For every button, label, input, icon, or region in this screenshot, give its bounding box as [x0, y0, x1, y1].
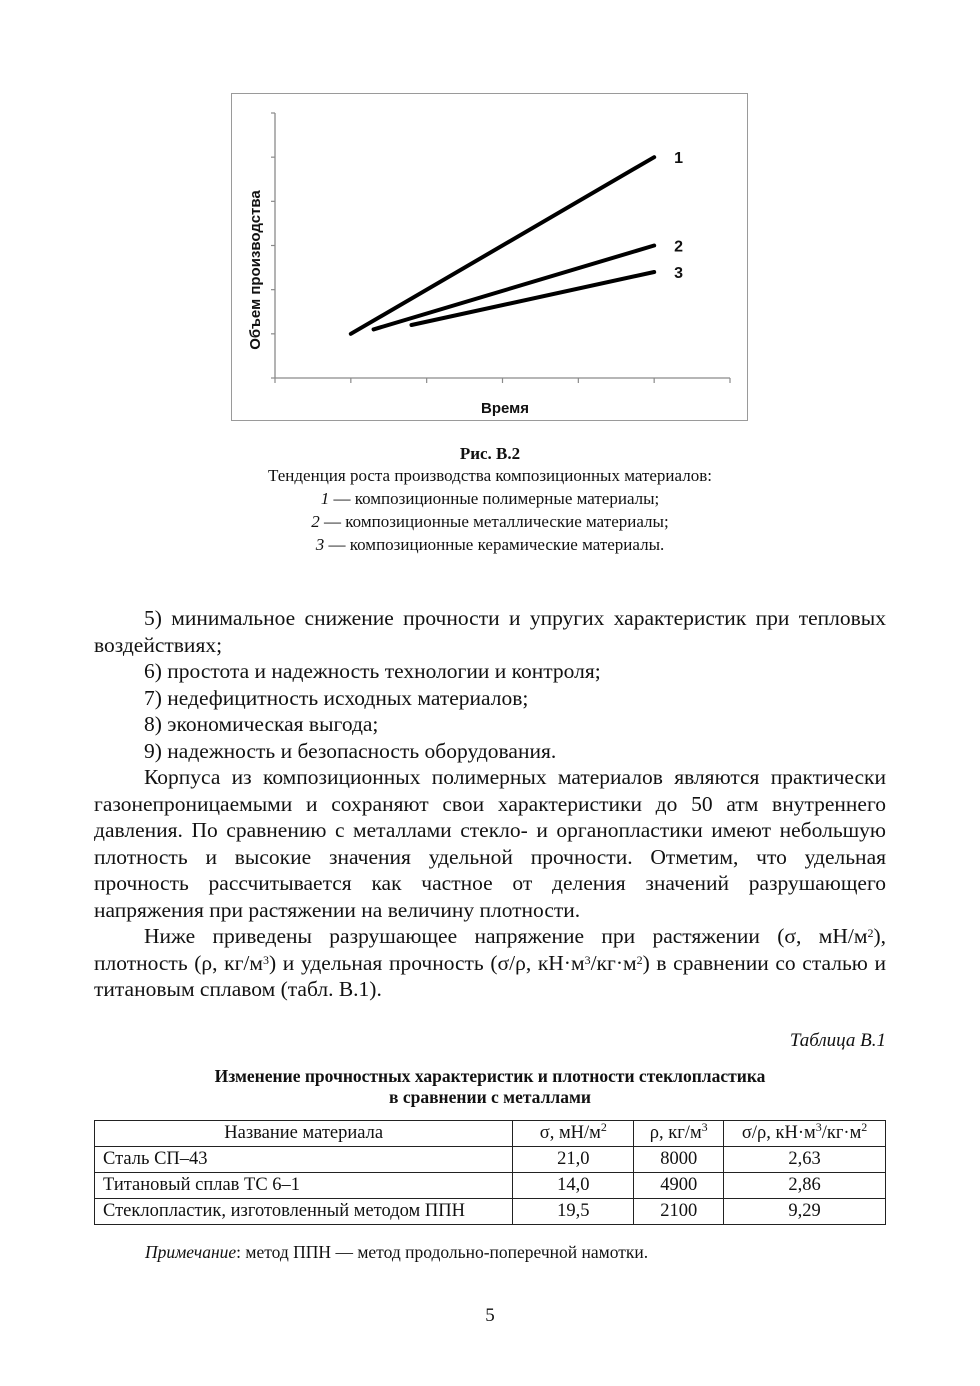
series-label-2: 2 — [674, 238, 684, 256]
table-title-line: в сравнении с металлами — [389, 1087, 591, 1107]
header-text: σ, мН/м — [539, 1123, 601, 1143]
cell-sigma: 19,5 — [513, 1199, 634, 1225]
list-item: 6) простота и надежность технологии и контроля; — [144, 659, 601, 683]
figure-legend-item — [0, 487, 980, 511]
body-text — [94, 605, 886, 1003]
header-text: /кг·м — [821, 1123, 862, 1143]
cell-material: Стеклопластик, изготовленный методом ППН — [95, 1199, 513, 1225]
table-label: Таблица В.1 — [789, 1030, 886, 1051]
list-item: 9) надежность и безопасность оборудования. — [144, 738, 557, 763]
y-axis-label: Объем производства — [247, 190, 264, 350]
figure-legend-item — [0, 533, 980, 557]
list-item: 5) минимальное снижение прочности и упругих характеристик при тепловых воздействиях; — [94, 606, 886, 657]
series-label-1: 1 — [674, 150, 684, 168]
cell-rho: 2100 — [634, 1199, 724, 1225]
header-text: ρ, кг/м — [649, 1123, 702, 1143]
column-header-sigma — [513, 1121, 634, 1147]
superscript: 3 — [701, 1120, 708, 1134]
x-axis-label: Время — [481, 400, 529, 417]
legend-text: — композиционные керамические материалы. — [324, 535, 665, 554]
cell-specific-strength: 9,29 — [724, 1199, 886, 1225]
figure-legend-item — [0, 510, 980, 534]
production-trend-chart — [232, 94, 749, 422]
text-run: ) в сравнении со сталью и титановым сплавом (табл. В.1). — [94, 950, 886, 1001]
column-header-material — [95, 1121, 513, 1147]
series-label-3: 3 — [674, 265, 684, 282]
text-run: ), плотность (ρ, кг/м — [94, 924, 886, 975]
superscript: 3 — [584, 952, 591, 967]
list-item: 8) экономическая выгода; — [144, 712, 379, 736]
figure-caption-title: Тенденция роста производства композиционных материалов: — [268, 466, 712, 485]
table-row — [95, 1173, 886, 1199]
list-item: 7) недефицитность исходных материалов; — [144, 685, 529, 710]
note-label: Примечание — [145, 1242, 237, 1262]
table-title — [0, 1066, 980, 1108]
legend-number: 2 — [311, 512, 320, 531]
cell-material: Сталь СП–43 — [95, 1147, 513, 1173]
text-run: /кг·м — [590, 950, 637, 975]
superscript: 2 — [636, 952, 643, 967]
superscript: 2 — [867, 926, 874, 940]
cell-specific-strength: 2,86 — [724, 1173, 886, 1199]
cell-rho: 8000 — [634, 1147, 724, 1173]
legend-number: 1 — [320, 489, 330, 508]
page-number: 5 — [485, 1305, 495, 1326]
column-header-rho — [634, 1121, 724, 1147]
table-note — [145, 1242, 648, 1263]
header-text: σ/ρ, кН·м — [741, 1123, 816, 1143]
table-title-line: Изменение прочностных характеристик и плотности стеклопластика — [214, 1066, 766, 1086]
cell-sigma: 14,0 — [513, 1173, 634, 1199]
note-text: : метод ППН — метод продольно-поперечной намотки. — [236, 1242, 649, 1262]
table-row — [95, 1147, 886, 1173]
table-header-row — [95, 1121, 886, 1147]
chart-frame — [231, 93, 748, 421]
superscript: 2 — [600, 1120, 607, 1134]
legend-number: 3 — [315, 535, 325, 554]
column-header-specific-strength — [724, 1121, 886, 1147]
cell-rho: 4900 — [634, 1173, 724, 1199]
series-line-1 — [351, 157, 654, 334]
materials-table — [94, 1120, 886, 1225]
superscript: 3 — [263, 952, 270, 967]
superscript: 2 — [861, 1120, 868, 1134]
paragraph: Корпуса из композиционных полимерных материалов являются практически газонепроницаемыми и сохраняют свои характеристики до 50 атм внутреннего давления. По сравнению с металлами стекло- и органопластики имеют небольшую плотность и высокие значения удельной прочности. Отметим, что удельная прочность рассчитывается как частное от деления значений разрушающего напряжения при растяжении на величину плотности. — [94, 765, 886, 922]
series-line-2 — [374, 246, 655, 330]
cell-material: Титановый сплав ТС 6–1 — [95, 1173, 513, 1199]
text-run: ) и удельная прочность (σ/ρ, кН·м — [269, 950, 585, 975]
table-row — [95, 1199, 886, 1225]
legend-text: — композиционные полимерные материалы; — [329, 489, 660, 508]
superscript: 3 — [815, 1120, 822, 1134]
paragraph — [94, 923, 886, 1003]
cell-specific-strength: 2,63 — [724, 1147, 886, 1173]
legend-text: — композиционные металлические материалы; — [319, 512, 669, 531]
series-labels — [674, 150, 683, 282]
figure-label: Рис. В.2 — [459, 444, 521, 463]
header-text: Название материала — [224, 1123, 384, 1143]
text-run: Ниже приведены разрушающее напряжение при растяжении (σ, мН/м — [144, 924, 868, 948]
series-lines — [351, 157, 654, 334]
cell-sigma: 21,0 — [513, 1147, 634, 1173]
